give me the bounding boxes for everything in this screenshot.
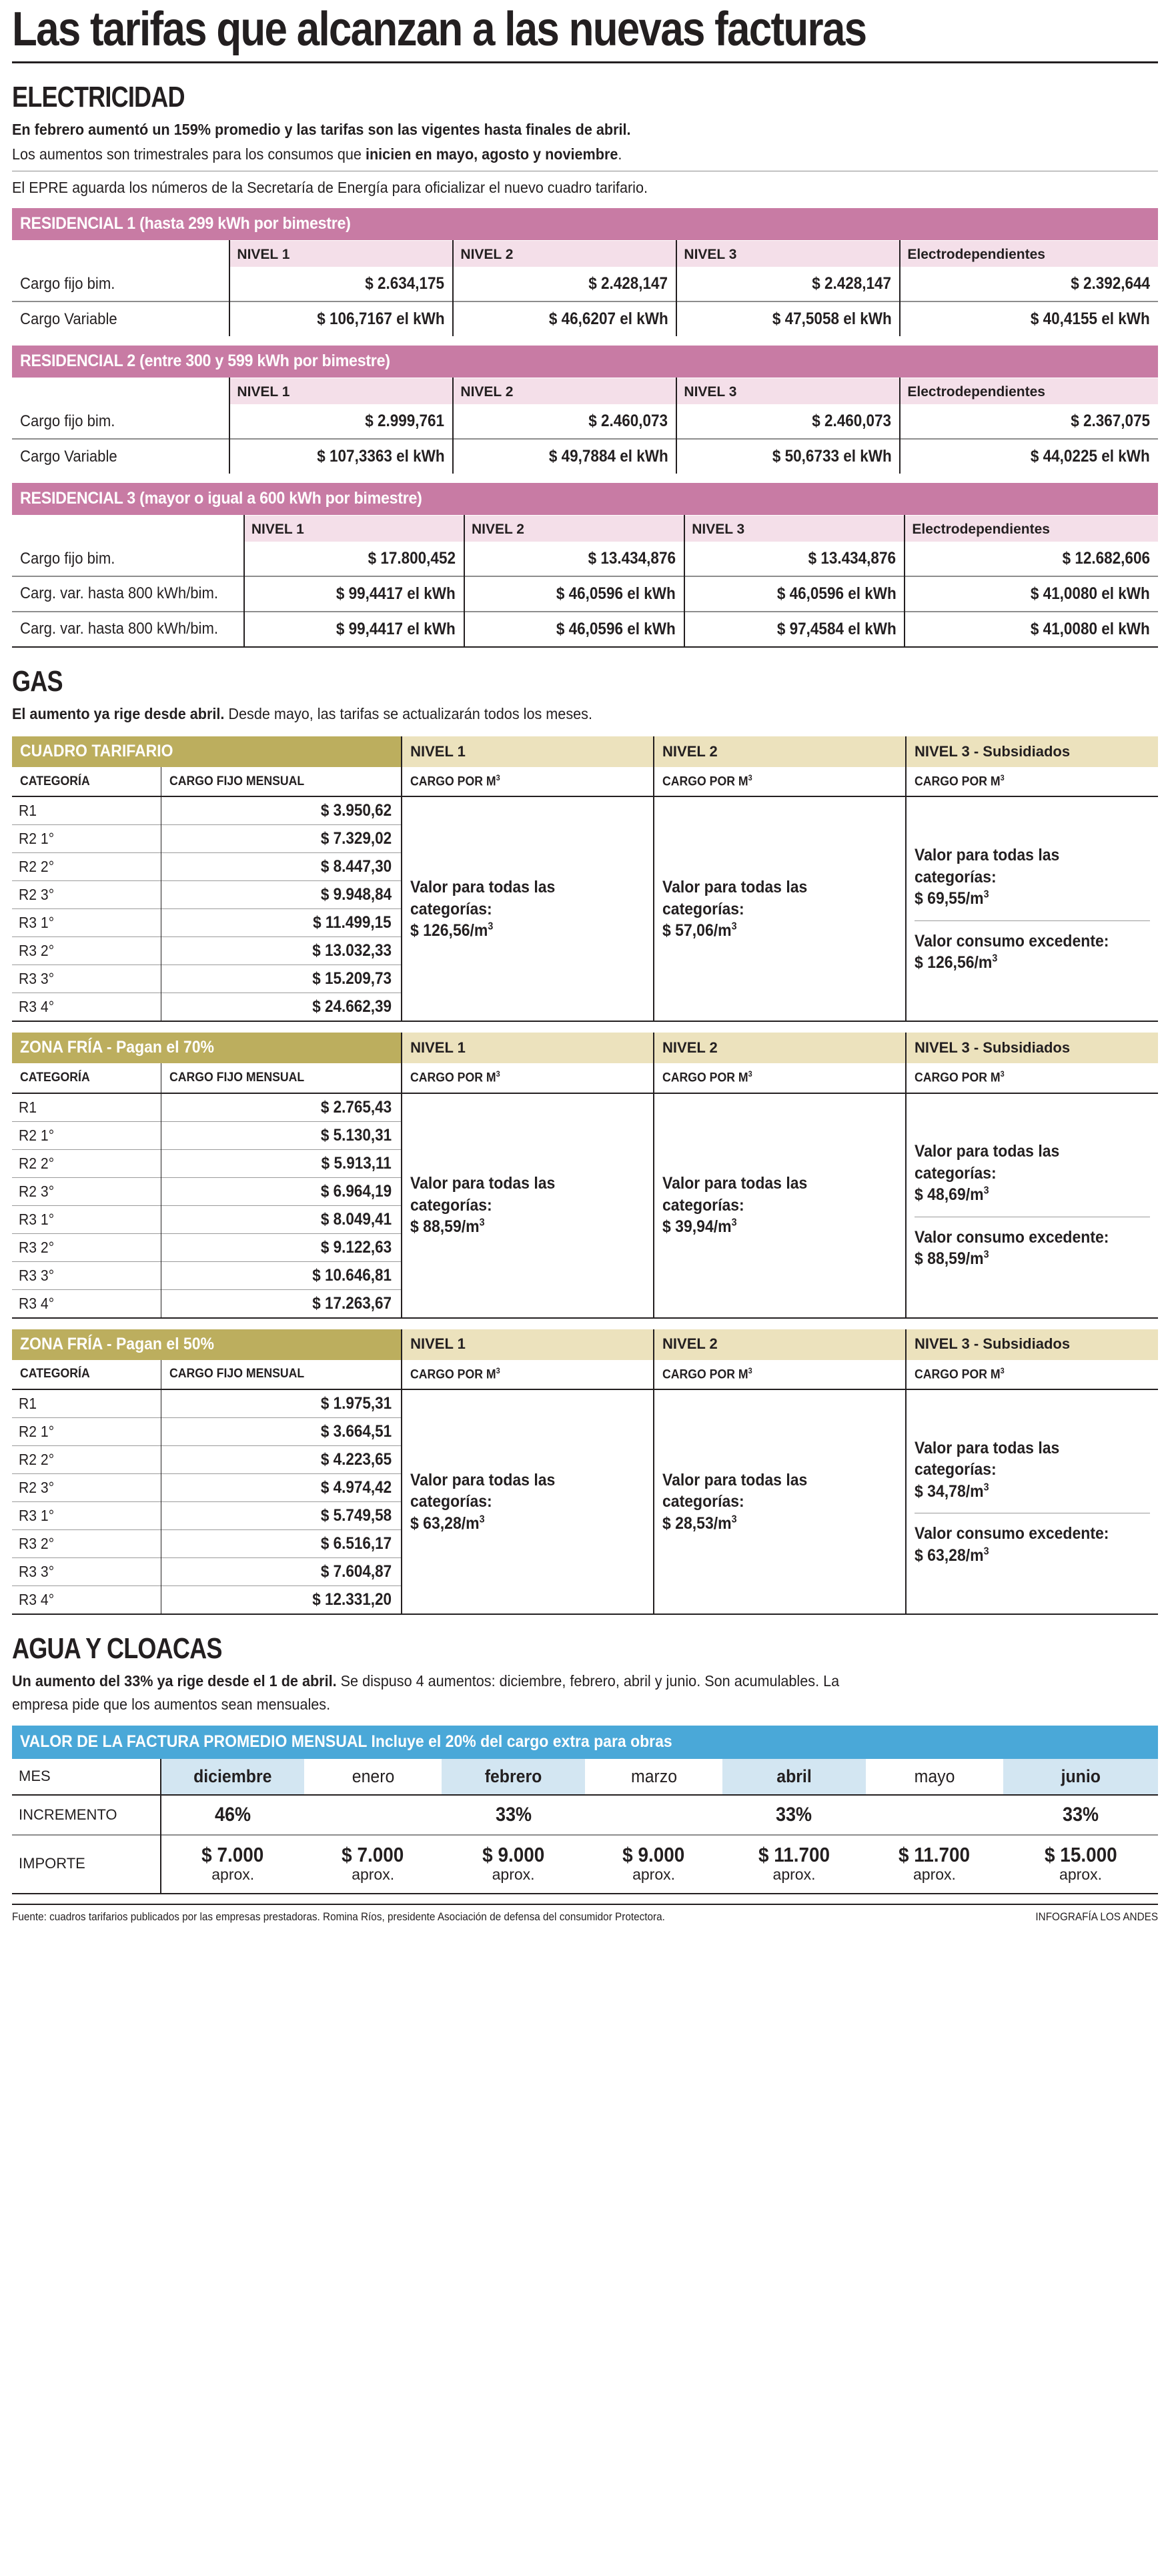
band-label-agua: VALOR DE LA FACTURA PROMEDIO MENSUAL Incluye el 20% del cargo extra para obras: [12, 1726, 1158, 1759]
gas-value: $ 9.948,84: [161, 881, 402, 909]
band-label-gas-2: ZONA FRÍA - Pagan el 50%: [12, 1329, 402, 1360]
cell-value: $ 49,7884 el kWh: [453, 439, 676, 474]
table-gas-zona-fria-70: [12, 1033, 1158, 1318]
importe-abril: $ 11.700 aprox.: [758, 1842, 830, 1884]
gas-category: R2 1°: [12, 825, 161, 853]
row-label: Carg. var. hasta 800 kWh/bim.: [12, 576, 244, 612]
gas-category: R3 2°: [12, 1233, 161, 1261]
importe-enero: $ 7.000 aprox.: [342, 1842, 404, 1884]
band-label-residencial-1: RESIDENCIAL 1 (hasta 299 kWh por bimestre): [12, 208, 1158, 240]
col-header-cargo-m3-n3: CARGO POR $M^3$: [906, 1063, 1158, 1093]
gas-nivel-2-band: NIVEL 2: [654, 1329, 906, 1360]
gas-value: $ 6.964,19: [161, 1177, 402, 1205]
table-bottom-rule: [12, 1614, 1158, 1615]
gas-n2-note: Valor para todas las categorías: $ $39,94/m^3$: [654, 1093, 906, 1318]
gas-category: R3 4°: [12, 1586, 161, 1615]
col-header-cargo-fijo: CARGO FIJO MENSUAL: [161, 767, 402, 796]
gas-n2-note: Valor para todas las categorías: $ $28,53/m^3$: [654, 1389, 906, 1614]
gas-value: $ 11.499,15: [161, 909, 402, 937]
gas-lede: [12, 702, 1067, 726]
importe-marzo: $ 9.000 aprox.: [622, 1842, 685, 1884]
table-bottom-rule: [12, 647, 1158, 648]
band-label-residencial-3: RESIDENCIAL 3 (mayor o igual a 600 kWh por bimestre): [12, 483, 1158, 515]
section-heading-gas: GAS: [12, 665, 63, 698]
gas-value: $ 3.664,51: [161, 1418, 402, 1446]
gas-value: $ 4.223,65: [161, 1446, 402, 1474]
gas-category: R1: [19, 1395, 37, 1413]
page-title: Las tarifas que alcanzan a las nuevas facturas: [12, 3, 866, 56]
cell-value: $ 2.460,073: [676, 404, 900, 439]
table-gas-cuadro-tarifario: [12, 736, 1158, 1022]
column-header-row: [12, 515, 1158, 542]
gas-value: $ 4.974,42: [161, 1474, 402, 1502]
col-header-cargo-m3-n3: CARGO POR $M^3$: [906, 1360, 1158, 1389]
col-header-cargo-m3-n2: CARGO POR $M^3$: [654, 1063, 906, 1093]
table-row: [12, 796, 1158, 825]
gas-category: R2 3°: [12, 1474, 161, 1502]
cell-value: $ 44,0225 el kWh: [900, 439, 1158, 474]
cell-value: $ 2.460,073: [453, 404, 676, 439]
col-header-categoria: CATEGORÍA: [12, 767, 161, 796]
band-label-gas-1: ZONA FRÍA - Pagan el 70%: [12, 1033, 402, 1063]
source-text: Fuente: cuadros tarifarios publicados por las empresas prestadoras. Romina Ríos, presidente Asociación de defensa del consumidor Protectora.: [12, 1910, 665, 1924]
gas-value: $ 9.122,63: [161, 1233, 402, 1261]
row-label-importe: IMPORTE: [19, 1854, 85, 1872]
gas-category: R3 1°: [12, 1205, 161, 1233]
agua-incremento-row: [12, 1795, 1158, 1835]
importe-febrero: $ 9.000 aprox.: [482, 1842, 545, 1884]
electricidad-lede-1: [12, 118, 1067, 141]
gas-category: R2 1°: [12, 1121, 161, 1149]
gas-nivel-3-band: NIVEL 3 - Subsidiados: [906, 736, 1158, 767]
gas-value: $ 12.331,20: [161, 1586, 402, 1615]
cell-value: $ 2.428,147: [453, 267, 676, 301]
gas-n2-note: Valor para todas las categorías: $ $57,06/m^3$: [654, 796, 906, 1021]
cell-value: $ 106,7167 el kWh: [229, 301, 453, 336]
col-header-nivel-1: NIVEL 1: [229, 378, 453, 404]
cell-value: $ 2.999,761: [229, 404, 453, 439]
cell-value: $ 2.428,147: [676, 267, 900, 301]
cell-value: $ 46,6207 el kWh: [453, 301, 676, 336]
gas-value: $ 6.516,17: [161, 1530, 402, 1558]
month-abril: abril: [722, 1759, 866, 1795]
cell-value: $ 41,0080 el kWh: [905, 612, 1158, 647]
incremento-febrero: 33%: [495, 1803, 532, 1826]
electricidad-lede-1-text: En febrero aumentó un 159% promedio y las tarifas son las vigentes hasta finales de abril.: [12, 121, 631, 138]
row-label: Cargo Variable: [12, 439, 229, 474]
agua-band-row: [12, 1726, 1158, 1759]
cell-value: $ 47,5058 el kWh: [676, 301, 900, 336]
gas-value: $ 7.604,87: [161, 1558, 402, 1586]
table-band-row: [12, 483, 1158, 515]
gas-value: $ 13.032,33: [161, 937, 402, 965]
col-header-electrodependientes: Electrodependientes: [900, 240, 1158, 267]
month-enero: enero: [304, 1759, 442, 1795]
col-header-categoria: CATEGORÍA: [12, 1063, 161, 1093]
gas-value: $ 2.765,43: [161, 1093, 402, 1122]
gas-n1-note: Valor para todas las categorías: $ $126,56/m^3$: [402, 796, 654, 1021]
table-row: [12, 439, 1158, 474]
gas-column-header-row: [12, 767, 1158, 796]
table-band-row: [12, 208, 1158, 240]
col-header-nivel-3: NIVEL 3: [676, 240, 900, 267]
table-row: [12, 267, 1158, 301]
cell-value: $ 50,6733 el kWh: [676, 439, 900, 474]
row-label-mes: MES: [12, 1759, 161, 1795]
col-header-nivel-1: NIVEL 1: [229, 240, 453, 267]
col-header-cargo-fijo: CARGO FIJO MENSUAL: [161, 1360, 402, 1389]
row-label: Cargo Variable: [12, 301, 229, 336]
gas-category: R2 2°: [12, 1446, 161, 1474]
incremento-junio: 33%: [1063, 1803, 1099, 1826]
gas-category: R2 2°: [12, 853, 161, 881]
gas-lede-bold: El aumento ya rige desde abril.: [12, 705, 225, 723]
section-heading-electricidad: ELECTRICIDAD: [12, 81, 185, 113]
cell-value: $ 13.434,876: [684, 542, 905, 576]
importe-diciembre: $ 7.000 aprox.: [161, 1836, 304, 1894]
cell-value: $ 2.634,175: [229, 267, 453, 301]
gas-category: R3 2°: [12, 1530, 161, 1558]
gas-n1-note: Valor para todas las categorías: $ $63,28/m^3$: [402, 1389, 654, 1614]
corner-cell: [12, 240, 229, 267]
gas-value: $ 24.662,39: [161, 993, 402, 1022]
gas-value: $ 7.329,02: [161, 825, 402, 853]
incremento-mayo: [866, 1795, 1003, 1835]
table-bottom-rule: [12, 1318, 1158, 1319]
agua-lede: [12, 1670, 871, 1716]
gas-nivel-3-band: NIVEL 3 - Subsidiados: [906, 1329, 1158, 1360]
title-divider: [12, 61, 1158, 63]
electricidad-lede-2-bold: inicien en mayo, agosto y noviembre: [365, 145, 618, 163]
incremento-marzo: [585, 1795, 722, 1835]
gas-nivel-3-band: NIVEL 3 - Subsidiados: [906, 1033, 1158, 1063]
gas-category: R3 4°: [12, 993, 161, 1022]
corner-cell: [12, 515, 244, 542]
gas-n3-note: Valor para todas las categorías: $ $34,78/m^3$ Valor consumo excedente: $ $63,28/m^3$: [906, 1389, 1158, 1614]
table-row: [12, 1093, 1158, 1122]
col-header-nivel-2: NIVEL 2: [464, 515, 684, 542]
gas-category: R3 3°: [12, 965, 161, 993]
electricidad-lede-2-tail: .: [618, 145, 622, 163]
gas-category: R2 3°: [12, 1177, 161, 1205]
col-header-cargo-m3-n2: CARGO POR $M^3$: [654, 1360, 906, 1389]
gas-category: R2 3°: [12, 881, 161, 909]
gas-value: $ 17.263,67: [161, 1289, 402, 1318]
electricidad-lede-2: [12, 143, 1067, 166]
corner-cell: [12, 378, 229, 404]
gas-value: $ 5.913,11: [161, 1149, 402, 1177]
col-header-cargo-fijo: CARGO FIJO MENSUAL: [161, 1063, 402, 1093]
agua-month-header-row: [12, 1759, 1158, 1795]
col-header-electrodependientes: Electrodependientes: [905, 515, 1158, 542]
table-bottom-rule: [12, 1021, 1158, 1022]
col-header-nivel-1: NIVEL 1: [244, 515, 464, 542]
gas-category: R3 1°: [12, 909, 161, 937]
column-header-row: [12, 378, 1158, 404]
month-mayo: mayo: [866, 1759, 1003, 1795]
table-residencial-2: [12, 346, 1158, 474]
month-diciembre: diciembre: [161, 1759, 304, 1795]
band-label-gas-0: CUADRO TARIFARIO: [12, 736, 402, 767]
cell-value: $ 99,4417 el kWh: [244, 576, 464, 612]
gas-category: R3 2°: [12, 937, 161, 965]
col-header-categoria: CATEGORÍA: [12, 1360, 161, 1389]
incremento-abril: 33%: [776, 1803, 812, 1826]
credit-text: INFOGRAFÍA LOS ANDES: [1035, 1910, 1158, 1924]
gas-category: R3 4°: [12, 1289, 161, 1318]
table-residencial-3: [12, 483, 1158, 648]
cell-value: $ 2.367,075: [900, 404, 1158, 439]
importe-junio: $ 15.000 aprox.: [1044, 1842, 1117, 1884]
cell-value: $ 46,0596 el kWh: [684, 576, 905, 612]
month-junio: junio: [1003, 1759, 1158, 1795]
cell-value: $ 97,4584 el kWh: [684, 612, 905, 647]
gas-nivel-1-band: NIVEL 1: [402, 1033, 654, 1063]
gas-column-header-row: [12, 1063, 1158, 1093]
col-header-cargo-m3-n1: CARGO POR $M^3$: [402, 1063, 654, 1093]
gas-n3-note: Valor para todas las categorías: $ $69,55/m^3$ Valor consumo excedente: $ $126,56/m^3$: [906, 796, 1158, 1021]
incremento-diciembre: 46%: [161, 1795, 304, 1835]
incremento-enero: [304, 1795, 442, 1835]
gas-category: R2 1°: [12, 1418, 161, 1446]
gas-n3-note: Valor para todas las categorías: $ $48,69/m^3$ Valor consumo excedente: $ $88,59/m^3$: [906, 1093, 1158, 1318]
gas-value: $ 15.209,73: [161, 965, 402, 993]
gas-value: $ 3.950,62: [161, 796, 402, 825]
gas-category: R1: [19, 802, 37, 820]
table-row: [12, 576, 1158, 612]
month-marzo: marzo: [585, 1759, 722, 1795]
gas-value: $ 10.646,81: [161, 1261, 402, 1289]
electricidad-lede-2-plain: Los aumentos son trimestrales para los consumos que: [12, 145, 366, 163]
cell-value: $ 107,3363 el kWh: [229, 439, 453, 474]
row-label: Carg. var. hasta 800 kWh/bim.: [12, 612, 244, 647]
col-header-nivel-3: NIVEL 3: [676, 378, 900, 404]
table-row: [12, 1389, 1158, 1418]
agua-lede-bold: Un aumento del 33% ya rige desde el 1 de abril.: [12, 1672, 337, 1690]
table-residencial-1: [12, 208, 1158, 336]
column-header-row: [12, 240, 1158, 267]
gas-category: R3 3°: [12, 1558, 161, 1586]
gas-nivel-1-band: NIVEL 1: [402, 736, 654, 767]
agua-lede-plain: Se dispuso 4 aumentos: diciembre, febrero, abril y junio. Son acumulables. La empresa pide que los aumentos sean mensuales.: [12, 1672, 840, 1713]
cell-value: $ 40,4155 el kWh: [900, 301, 1158, 336]
gas-category: R2 2°: [12, 1149, 161, 1177]
table-gas-zona-fria-50: [12, 1329, 1158, 1615]
table-row: [12, 612, 1158, 647]
row-label-incremento: INCREMENTO: [19, 1806, 117, 1823]
row-label: Cargo fijo bim.: [20, 412, 115, 430]
gas-nivel-2-band: NIVEL 2: [654, 736, 906, 767]
row-label: Cargo fijo bim.: [20, 549, 115, 568]
importe-mayo: $ 11.700 aprox.: [899, 1842, 971, 1884]
cell-value: $ 2.392,644: [900, 267, 1158, 301]
gas-band-row: [12, 1033, 1158, 1063]
agua-importe-row: [12, 1836, 1158, 1894]
table-row: [12, 301, 1158, 336]
cell-value: $ 41,0080 el kWh: [905, 576, 1158, 612]
cell-value: $ 17.800,452: [244, 542, 464, 576]
footer-source: [12, 1904, 1158, 1924]
col-header-nivel-2: NIVEL 2: [453, 240, 676, 267]
gas-value: $ 1.975,31: [161, 1389, 402, 1418]
col-header-nivel-3: NIVEL 3: [684, 515, 905, 542]
table-band-row: [12, 346, 1158, 378]
col-header-cargo-m3-n1: CARGO POR $M^3$: [402, 767, 654, 796]
gas-nivel-2-band: NIVEL 2: [654, 1033, 906, 1063]
cell-value: $ 99,4417 el kWh: [244, 612, 464, 647]
electricidad-lede-3: El EPRE aguarda los números de la Secretaría de Energía para oficializar el nuevo cuadro tarifario.: [12, 178, 648, 196]
row-label: Cargo fijo bim.: [20, 274, 115, 293]
gas-nivel-1-band: NIVEL 1: [402, 1329, 654, 1360]
band-label-residencial-2: RESIDENCIAL 2 (entre 300 y 599 kWh por bimestre): [12, 346, 1158, 378]
cell-value: $ 46,0596 el kWh: [464, 612, 684, 647]
cell-value: $ 12.682,606: [905, 542, 1158, 576]
section-heading-agua: AGUA Y CLOACAS: [12, 1632, 222, 1666]
col-header-cargo-m3-n1: CARGO POR $M^3$: [402, 1360, 654, 1389]
gas-value: $ 8.447,30: [161, 853, 402, 881]
gas-n1-note: Valor para todas las categorías: $ $88,59/m^3$: [402, 1093, 654, 1318]
gas-category: R3 3°: [12, 1261, 161, 1289]
table-row: [12, 404, 1158, 439]
gas-lede-plain: Desde mayo, las tarifas se actualizarán todos los meses.: [224, 705, 592, 723]
col-header-cargo-m3-n3: CARGO POR $M^3$: [906, 767, 1158, 796]
infographic-root: [12, 0, 1158, 1924]
gas-column-header-row: [12, 1360, 1158, 1389]
cell-value: $ 13.434,876: [464, 542, 684, 576]
gas-value: $ 5.749,58: [161, 1502, 402, 1530]
gas-value: $ 8.049,41: [161, 1205, 402, 1233]
col-header-nivel-2: NIVEL 2: [453, 378, 676, 404]
gas-value: $ 5.130,31: [161, 1121, 402, 1149]
gas-category: R3 1°: [12, 1502, 161, 1530]
gas-band-row: [12, 736, 1158, 767]
cell-value: $ 46,0596 el kWh: [464, 576, 684, 612]
gas-category: R1: [19, 1098, 37, 1116]
gas-band-row: [12, 1329, 1158, 1360]
table-row: [12, 542, 1158, 576]
month-febrero: febrero: [442, 1759, 585, 1795]
col-header-electrodependientes: Electrodependientes: [900, 378, 1158, 404]
col-header-cargo-m3-n2: CARGO POR $M^3$: [654, 767, 906, 796]
table-agua-factura: [12, 1726, 1158, 1894]
